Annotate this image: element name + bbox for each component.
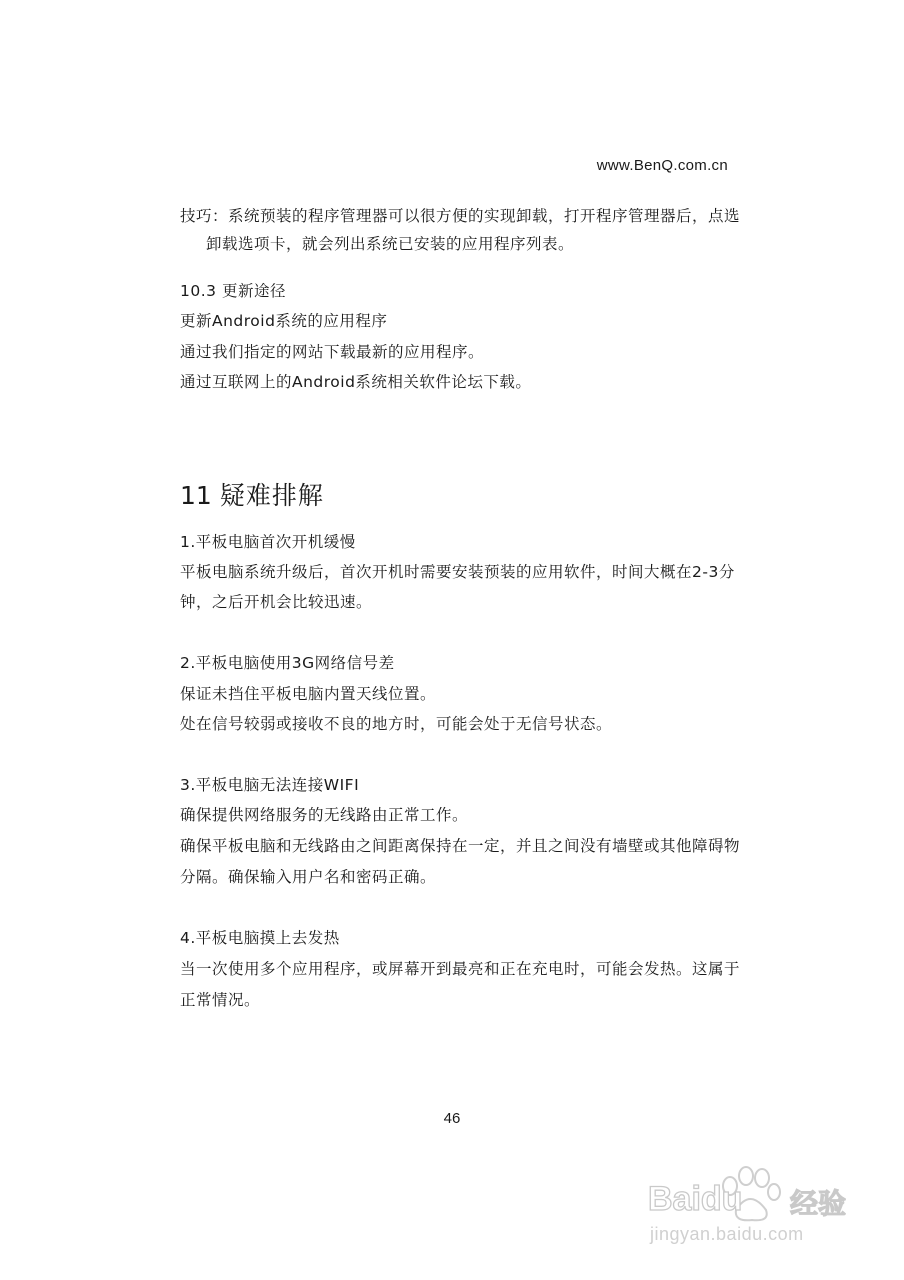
item-line: 当一次使用多个应用程序，或屏幕开到最亮和正在充电时，可能会发热。这属于	[180, 960, 741, 978]
chapter-heading	[180, 476, 324, 512]
watermark-brand: Baidu	[648, 1180, 743, 1218]
chapter-title: 疑难排解	[219, 481, 324, 510]
section-10-3-line: 更新Android系统的应用程序	[180, 312, 388, 330]
item-line: 平板电脑系统升级后，首次开机时需要安装预装的应用软件，时间大概在2-3分	[180, 563, 735, 581]
item-line: 确保平板电脑和无线路由之间距离保持在一定，并且之间没有墙壁或其他障碍物	[180, 837, 741, 855]
item-line: 钟，之后开机会比较迅速。	[180, 593, 373, 611]
page-number: 46	[443, 1110, 461, 1127]
item-line: 确保提供网络服务的无线路由正常工作。	[180, 806, 469, 824]
website-url: www.BenQ.com.cn	[596, 157, 728, 174]
watermark-brand-suffix: 经验	[790, 1187, 847, 1220]
tip-line-1: 技巧：系统预装的程序管理器可以很方便的实现卸载，打开程序管理器后，点选	[180, 207, 741, 225]
item-title: 2.平板电脑使用3G网络信号差	[180, 654, 395, 672]
item-line: 正常情况。	[180, 991, 261, 1009]
item-title: 3.平板电脑无法连接WIFI	[180, 776, 360, 794]
watermark-url: jingyan.baidu.com	[650, 1224, 804, 1244]
section-10-3-line: 通过我们指定的网站下载最新的应用程序。	[180, 343, 485, 361]
baidu-jingyan-watermark	[640, 1170, 880, 1250]
section-10-3-line: 通过互联网上的Android系统相关软件论坛下载。	[180, 373, 532, 391]
item-title: 1.平板电脑首次开机缓慢	[180, 533, 356, 551]
tip-line-2: 卸载选项卡，就会列出系统已安装的应用程序列表。	[206, 235, 575, 253]
item-line: 分隔。确保输入用户名和密码正确。	[180, 868, 437, 886]
item-title: 4.平板电脑摸上去发热	[180, 929, 340, 947]
chapter-number: 11	[180, 481, 212, 510]
item-line: 处在信号较弱或接收不良的地方时，可能会处于无信号状态。	[180, 715, 613, 733]
item-line: 保证未挡住平板电脑内置天线位置。	[180, 685, 437, 703]
section-10-3-title: 10.3 更新途径	[180, 282, 286, 300]
